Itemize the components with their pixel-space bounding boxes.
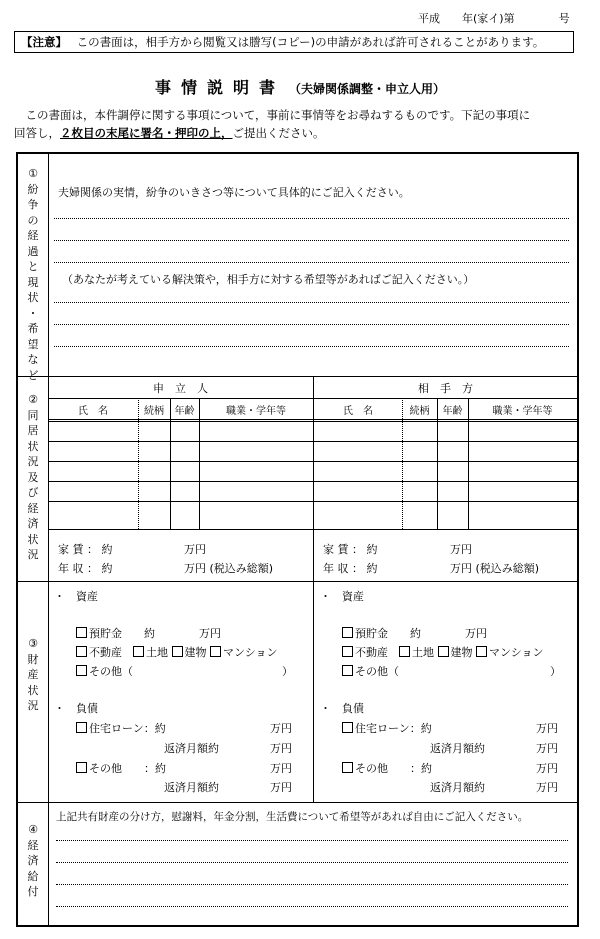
answer-line[interactable] [54, 240, 569, 241]
assets-title: 資産 [76, 590, 98, 603]
checkbox[interactable] [172, 646, 183, 657]
real-estate-row[interactable]: 不動産 土地 建物 マンション [76, 644, 278, 660]
man-yen: 万円 [536, 742, 558, 755]
assets-title: 資産 [342, 590, 364, 603]
man-yen: 万円 [536, 781, 558, 794]
col-name: 氏 名 [78, 406, 108, 417]
table-row[interactable] [48, 461, 577, 462]
debts-title: 負債 [76, 702, 98, 715]
title-sub: （夫婦関係調整・申立人用） [289, 82, 446, 96]
answer-line[interactable] [54, 218, 569, 219]
section4-label: ④ 経 済 給 付 [27, 823, 39, 898]
close-paren: ） [282, 665, 293, 678]
table-row[interactable] [48, 501, 577, 502]
col-relation: 続柄 [409, 406, 430, 417]
respondent-header: 相 手 方 [418, 382, 473, 395]
close-paren: ） [550, 665, 561, 678]
checkbox[interactable] [399, 646, 410, 657]
repay-monthly: 返済月額約 [430, 742, 485, 755]
housing-loan-row[interactable]: 住宅ローン：約 [342, 720, 432, 736]
section1-question1: 夫婦関係の実情，紛争のいきさつ等について具体的にご記入ください。 [58, 186, 410, 199]
col-divider [402, 398, 403, 529]
section-divider-1 [18, 376, 577, 377]
other-debt-row[interactable]: その他 ：約 [342, 760, 432, 776]
checkbox[interactable] [76, 627, 87, 638]
answer-line[interactable] [54, 262, 569, 263]
income-label: 年 収 ： 約 [323, 562, 378, 575]
intro-line2-a: 回答し， [14, 126, 60, 140]
man-yen: 万円 [536, 722, 558, 735]
table-bottom-rule [48, 529, 577, 530]
center-divider [313, 376, 314, 802]
other-asset-row[interactable]: その他（ [76, 663, 133, 679]
notice-tag: 【注意】 [21, 35, 67, 49]
answer-line[interactable] [56, 906, 568, 907]
checkbox[interactable] [133, 646, 144, 657]
table-row[interactable] [48, 481, 577, 482]
income-unit: 万円 (税込み総額) [184, 562, 274, 575]
section-divider-3 [18, 802, 577, 803]
answer-line[interactable] [54, 346, 569, 347]
real-estate-row[interactable]: 不動産 土地 建物 マンション [342, 644, 544, 660]
section1-question2: （あなたが考えている解決策や，相手方に対する希望等があればご記入ください。） [62, 273, 475, 286]
man-yen: 万円 [270, 781, 292, 794]
checkbox[interactable] [438, 646, 449, 657]
case-number: 平成 年(家イ)第 号 [418, 12, 570, 25]
col-divider [138, 398, 139, 529]
table-row[interactable] [48, 441, 577, 442]
income-unit: 万円 (税込み総額) [450, 562, 540, 575]
other-debt-row[interactable]: その他 ：約 [76, 760, 166, 776]
checkbox[interactable] [342, 627, 353, 638]
label-column-divider [48, 154, 49, 925]
checkbox[interactable] [210, 646, 221, 657]
income-label: 年 収 ： 約 [58, 562, 113, 575]
notice-box [14, 31, 574, 53]
intro-line2-b: ご提出ください。 [232, 126, 325, 140]
housing-loan-row[interactable]: 住宅ローン：約 [76, 720, 166, 736]
page-title [0, 75, 600, 98]
repay-monthly: 返済月額約 [164, 781, 219, 794]
col-divider [170, 398, 171, 529]
rent-unit: 万円 [450, 543, 472, 556]
title-main: 事情説明書 [154, 78, 285, 97]
rent-unit: 万円 [184, 543, 206, 556]
answer-line[interactable] [56, 884, 568, 885]
section3-label: ③ 財 産 状 況 [27, 637, 39, 712]
checkbox[interactable] [76, 646, 87, 657]
checkbox[interactable] [76, 722, 87, 733]
intro-text [14, 106, 584, 142]
repay-monthly: 返済月額約 [164, 742, 219, 755]
man-yen: 万円 [270, 742, 292, 755]
section1-label: ① 紛 争 の 経 過 と 現 状 ・ 希 望 な ど [27, 167, 39, 382]
col-occupation: 職業・学年等 [226, 406, 286, 417]
applicant-header: 申 立 人 [153, 382, 208, 395]
savings-row[interactable]: 預貯金 約 万円 [76, 625, 221, 641]
col-divider [437, 398, 438, 529]
answer-line[interactable] [56, 862, 568, 863]
man-yen: 万円 [270, 722, 292, 735]
notice-text: この書面は，相手方から閲覧又は謄写(コピー)の申請があれば許可されることがあります。 [76, 35, 545, 49]
rent-label: 家 賃 ： 約 [323, 543, 378, 556]
section-divider-2 [18, 581, 577, 582]
checkbox[interactable] [342, 762, 353, 773]
savings-row[interactable]: 預貯金 約 万円 [342, 625, 487, 641]
col-occupation: 職業・学年等 [492, 406, 553, 417]
checkbox[interactable] [76, 665, 87, 676]
form-frame: ① 紛 争 の 経 過 と 現 状 ・ 希 望 な ど 夫婦関係の実情，紛争のいきさつ等について具体的にご記入ください。 （あなたが考えている解決策や，相手方に対する希望等があればご記入ください。） ② 同 居 状 況 及 び 経 済 状 況 申 立 人 相 手 方 氏 名 続柄 年齢 職業・学年等 氏 名 続柄 年齢 職業・学年等 家 賃 ： 約 万円 年 収 ： 約 万円 (税込み総額) 家 賃 ： 約 万円 年 収 ： 約 万円 (税込み総額) ③ 財 産 状 況 ・ 資産 預貯金 約 万円 不動産 土地 建物 マンション その他（ ） ・ 負債 住宅ローン：約 万円 返済月額約 万円 その他 ：約 万円 返済月額約 万円 ・ 資産 預貯金 約 万円 不動産 土地 建物 マンション その他（ ） ・ 負債 住宅ローン：約 万円 返済月額約 万円 その他 ：約 万円 返済月額約 万円 ④ 経 済 給 付 上記共有財産の分け方，慰謝料，年金分割，生活費について希望等があれば自由にご記入ください。 [16, 152, 579, 927]
man-yen: 万円 [536, 762, 558, 775]
col-age: 年齢 [174, 406, 195, 417]
checkbox[interactable] [76, 762, 87, 773]
debts-title: 負債 [342, 702, 364, 715]
answer-line[interactable] [56, 840, 568, 841]
man-yen: 万円 [270, 762, 292, 775]
col-divider [199, 398, 200, 529]
section2-label: ② 同 居 状 況 及 び 経 済 状 況 [27, 393, 39, 561]
other-asset-row[interactable]: その他（ [342, 663, 399, 679]
checkbox[interactable] [476, 646, 487, 657]
intro-emphasis: ２枚目の末尾に署名・押印の上， [60, 126, 233, 140]
rent-label: 家 賃 ： 約 [58, 543, 113, 556]
answer-line[interactable] [54, 324, 569, 325]
table-rule [48, 419, 577, 420]
intro-line1: この書面は，本件調停に関する事項について，事前に事情等をお尋ねするものです。下記の事項に [25, 108, 531, 122]
checkbox[interactable] [342, 722, 353, 733]
col-age: 年齢 [442, 406, 463, 417]
table-rule [48, 421, 577, 422]
checkbox[interactable] [342, 665, 353, 676]
table-header-rule [48, 398, 577, 399]
col-divider [468, 398, 469, 529]
answer-line[interactable] [54, 302, 569, 303]
col-relation: 続柄 [144, 406, 164, 417]
checkbox[interactable] [342, 646, 353, 657]
col-name: 氏 名 [343, 406, 373, 417]
section4-question: 上記共有財産の分け方，慰謝料，年金分割，生活費について希望等があれば自由にご記入ください。 [56, 811, 529, 823]
repay-monthly: 返済月額約 [430, 781, 485, 794]
